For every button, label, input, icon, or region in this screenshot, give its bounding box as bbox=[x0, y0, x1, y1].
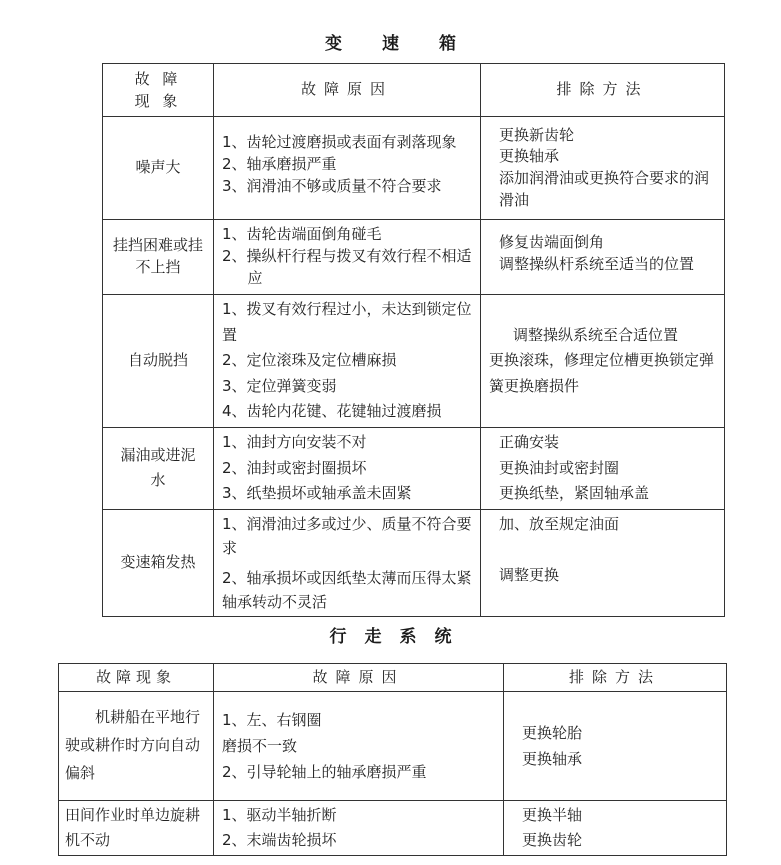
table-row bbox=[59, 801, 727, 856]
fix-item: 更换齿轮 bbox=[522, 830, 583, 849]
header-fix: 排除方法 bbox=[481, 64, 725, 117]
cause-cell bbox=[214, 220, 481, 295]
cause-item: 2、操纵杆行程与拨叉有效行程不相适应 bbox=[222, 247, 472, 287]
gearbox-fault-table bbox=[102, 63, 725, 617]
header-symptom bbox=[103, 64, 214, 117]
cause-item: 1、拨叉有效行程过小，未达到锁定位置 bbox=[222, 300, 472, 344]
fix-cell bbox=[481, 295, 725, 428]
cause-item: 1、润滑油过多或过少、质量不符合要求 bbox=[222, 514, 472, 557]
cause-cell bbox=[214, 801, 504, 856]
symptom-cell: 挂挡困难或挂不上挡 bbox=[103, 220, 214, 295]
header-cause: 故障原因 bbox=[214, 664, 504, 692]
fix-item: 更换纸垫，紧固轴承盖 bbox=[499, 484, 650, 502]
fix-cell bbox=[481, 220, 725, 295]
cause-cell bbox=[214, 428, 481, 510]
cause-cell bbox=[214, 295, 481, 428]
cause-item: 1、齿轮齿端面倒角碰毛 bbox=[222, 225, 382, 244]
fix-cell bbox=[504, 801, 727, 856]
symptom-cell: 变速箱发热 bbox=[103, 509, 214, 616]
symptom-cell: 机耕船在平地行驶或耕作时方向自动偏斜 bbox=[59, 692, 214, 801]
fix-item: 更换轴承 bbox=[499, 147, 560, 166]
fix-item: 加、放至规定油面 bbox=[499, 514, 620, 533]
section-title-gearbox: 变速箱 bbox=[325, 34, 496, 54]
cause-item: 3、定位弹簧变弱 bbox=[222, 376, 337, 395]
fix-item: 更换轮胎 bbox=[522, 723, 583, 742]
table-row bbox=[59, 692, 727, 801]
header-symptom-line1: 故 障 bbox=[134, 69, 182, 88]
cause-cell bbox=[214, 509, 481, 616]
table-row bbox=[103, 295, 725, 428]
symptom-cell: 漏油或进泥水 bbox=[103, 428, 214, 510]
fix-item: 添加润滑油或更换符合要求的润滑油 bbox=[499, 169, 710, 209]
cause-cell bbox=[214, 692, 504, 801]
table-row bbox=[103, 117, 725, 220]
cause-item: 2、引导轮轴上的轴承磨损严重 bbox=[222, 763, 427, 782]
cause-item: 2、定位滚珠及定位槽麻损 bbox=[222, 351, 397, 370]
fix-item: 调整操纵系统至合适位置 bbox=[513, 325, 679, 344]
symptom-cell: 自动脱挡 bbox=[103, 295, 214, 428]
fix-cell bbox=[504, 692, 727, 801]
cause-item: 3、纸垫损坏或轴承盖未固紧 bbox=[222, 484, 412, 502]
cause-item: 1、油封方向安装不对 bbox=[222, 433, 367, 451]
fix-item: 更换轴承 bbox=[522, 750, 583, 768]
table-row bbox=[103, 428, 725, 510]
header-symptom: 故障现象 bbox=[59, 664, 214, 692]
fix-item: 修复齿端面倒角 bbox=[499, 233, 605, 252]
cause-item: 2、末端齿轮损坏 bbox=[222, 830, 337, 849]
symptom-cell: 田间作业时单边旋耕机不动 bbox=[59, 801, 214, 856]
fix-item: 更换油封或密封圈 bbox=[499, 458, 620, 477]
fix-item: 更换新齿轮 bbox=[499, 125, 575, 144]
cause-cell bbox=[214, 117, 481, 220]
fix-item: 更换滚珠，修理定位槽更换锁定弹簧更换磨损件 bbox=[489, 351, 715, 395]
cause-item: 1、齿轮过渡磨损或表面有剥落现象 bbox=[222, 133, 457, 152]
cause-item: 4、齿轮内花键、花键轴过渡磨损 bbox=[222, 402, 442, 421]
fix-cell bbox=[481, 428, 725, 510]
fix-cell bbox=[481, 509, 725, 616]
fix-item: 更换半轴 bbox=[522, 806, 583, 824]
table-header-row bbox=[59, 664, 727, 692]
cause-item: 3、润滑油不够或质量不符合要求 bbox=[222, 176, 442, 195]
cause-item: 2、油封或密封圈损坏 bbox=[222, 458, 367, 477]
symptom-cell: 噪声大 bbox=[103, 117, 214, 220]
table-row bbox=[103, 509, 725, 616]
fix-item: 调整操纵杆系统至适当的位置 bbox=[499, 255, 695, 273]
table-header-row bbox=[103, 64, 725, 117]
cause-item: 2、轴承磨损严重 bbox=[222, 155, 337, 174]
cause-item: 1、驱动半轴折断 bbox=[222, 806, 337, 824]
fix-item: 调整更换 bbox=[499, 566, 560, 585]
table-row bbox=[103, 220, 725, 295]
cause-item: 2、轴承损坏或因纸垫太薄而压得太紧轴承转动不灵活 bbox=[222, 568, 472, 611]
header-cause: 故障原因 bbox=[214, 64, 481, 117]
fix-item: 正确安装 bbox=[499, 433, 560, 451]
header-fix: 排除方法 bbox=[504, 664, 727, 692]
cause-item: 磨损不一致 bbox=[222, 736, 298, 755]
header-symptom-line2: 现 象 bbox=[134, 92, 182, 110]
section-title-travel-system: 行走系统 bbox=[329, 627, 470, 647]
travel-system-fault-table bbox=[58, 663, 727, 856]
cause-item: 1、左、右钢圈 bbox=[222, 710, 322, 729]
fix-cell bbox=[481, 117, 725, 220]
